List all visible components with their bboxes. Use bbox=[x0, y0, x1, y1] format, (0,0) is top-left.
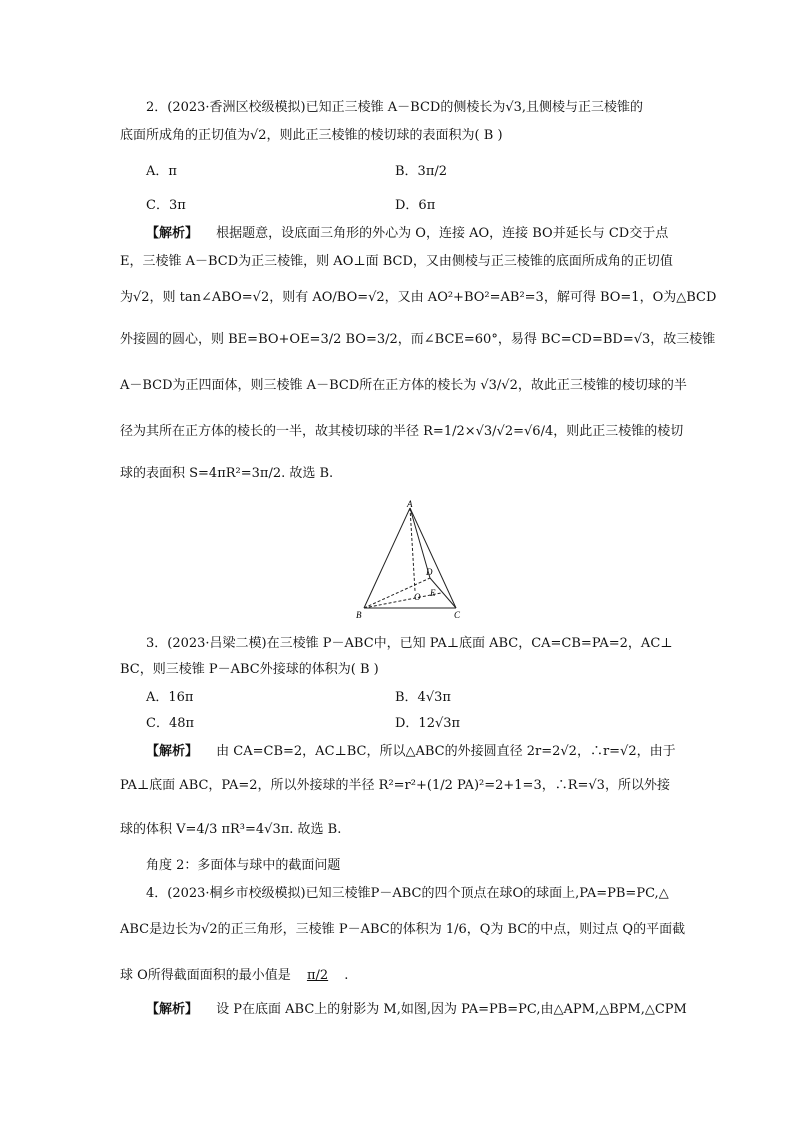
solution4-text: 设 P在底面 ABC上的射影为 M,如图,因为 PA=PB=PC,由△APM,△BPM,△CPM bbox=[216, 1002, 687, 1017]
problem3-option-b: B．4√3π bbox=[395, 690, 451, 705]
problem2-option-c: C．3π bbox=[146, 198, 186, 213]
problem2-option-b: B．3π/2 bbox=[395, 164, 448, 179]
problem4-line2: ABC是边长为√2的正三角形，三棱锥 P－ABC的体积为 1/6，Q为 BC的中点，则过点 Q的平面截 bbox=[120, 922, 686, 937]
problem4-line1: 4．(2023·桐乡市校级模拟)已知三棱锥P－ABC的四个顶点在球O的球面上,PA=PB=PC,△ bbox=[146, 886, 669, 901]
solution2-line7: 球的表面积 S=4πR²=3π/2. 故选 B. bbox=[120, 466, 334, 481]
solution3-text: 由 CA=CB=2，AC⊥BC，所以△ABC的外接圆直径 2r=2√2，∴r=√2，由于 bbox=[216, 744, 676, 759]
problem3-option-a: A．16π bbox=[146, 690, 194, 705]
solution2-text: 根据题意，设底面三角形的外心为 O，连接 AO，连接 BO并延长与 CD交于点 bbox=[216, 226, 669, 241]
tetrahedron-figure bbox=[350, 498, 470, 622]
problem3-line2: BC，则三棱锥 P－ABC外接球的体积为( B ) bbox=[120, 662, 379, 677]
section-title: 角度 2：多面体与球中的截面问题 bbox=[146, 858, 341, 873]
problem4-answer: π/2 bbox=[306, 968, 329, 983]
problem4-period: . bbox=[344, 968, 349, 983]
solution3-line3: 球的体积 V=4/3 πR³=4√3π. 故选 B. bbox=[120, 822, 342, 837]
solution2-line1 bbox=[146, 224, 668, 244]
label-c: C bbox=[454, 610, 461, 620]
label-b: B bbox=[356, 610, 362, 620]
label-o: O bbox=[414, 592, 421, 602]
label-d: D bbox=[426, 567, 433, 577]
solution-label: 【解析】 bbox=[146, 1002, 199, 1017]
solution4-line1 bbox=[146, 1000, 687, 1020]
problem4-text: 球 O所得截面面积的最小值是 bbox=[120, 968, 291, 983]
solution2-line4: 外接圆的圆心，则 BE=BO+OE=3/2 BO=3/2，而∠BCE=60°，易得 BC=CD=BD=√3，故三棱锥 bbox=[120, 332, 716, 347]
problem3-option-c: C．48π bbox=[146, 716, 195, 731]
label-a: A bbox=[407, 499, 413, 509]
solution2-line5: A－BCD为正四面体，则三棱锥 A－BCD所在正方体的棱长为 √3/√2，故此正三棱锥的棱切球的半 bbox=[120, 378, 687, 393]
problem2-line2: 底面所成角的正切值为√2，则此正三棱锥的棱切球的表面积为( B ) bbox=[120, 128, 503, 143]
solution3-line1 bbox=[146, 742, 676, 762]
segment-ao bbox=[410, 508, 415, 591]
label-e: E bbox=[430, 588, 436, 598]
solution-label: 【解析】 bbox=[146, 744, 199, 759]
problem3-line1: 3．(2023·吕梁二模)在三棱锥 P－ABC中，已知 PA⊥底面 ABC，CA=CB=PA=2，AC⊥ bbox=[146, 636, 673, 651]
solution3-line2: PA⊥底面 ABC，PA=2，所以外接球的半径 R²=r²+(1/2 PA)²=2+1=3，∴R=√3，所以外接 bbox=[120, 778, 670, 793]
solution2-line3: 为√2，则 tan∠ABO=√2，则有 AO/BO=√2，又由 AO²+BO²=AB²=3，解可得 BO=1，O为△BCD bbox=[120, 290, 717, 305]
problem2-line1: 2．(2023·香洲区校级模拟)已知正三棱锥 A－BCD的侧棱长为√3,且侧棱与正三棱锥的 bbox=[146, 100, 644, 115]
solution-label: 【解析】 bbox=[146, 226, 199, 241]
problem3-option-d: D．12√3π bbox=[395, 716, 461, 731]
problem2-option-a: A．π bbox=[146, 164, 177, 179]
problem2-option-d: D．6π bbox=[395, 198, 436, 213]
problem4-line3 bbox=[120, 966, 348, 986]
solution2-line6: 径为其所在正方体的棱长的一半，故其棱切球的半径 R=1/2×√3/√2=√6/4，则此正三棱锥的棱切 bbox=[120, 424, 684, 439]
solution2-line2: E，三棱锥 A－BCD为正三棱锥，则 AO⊥面 BCD，又由侧棱与正三棱锥的底面所成角的正切值 bbox=[120, 254, 673, 269]
edge-ab bbox=[364, 508, 410, 608]
